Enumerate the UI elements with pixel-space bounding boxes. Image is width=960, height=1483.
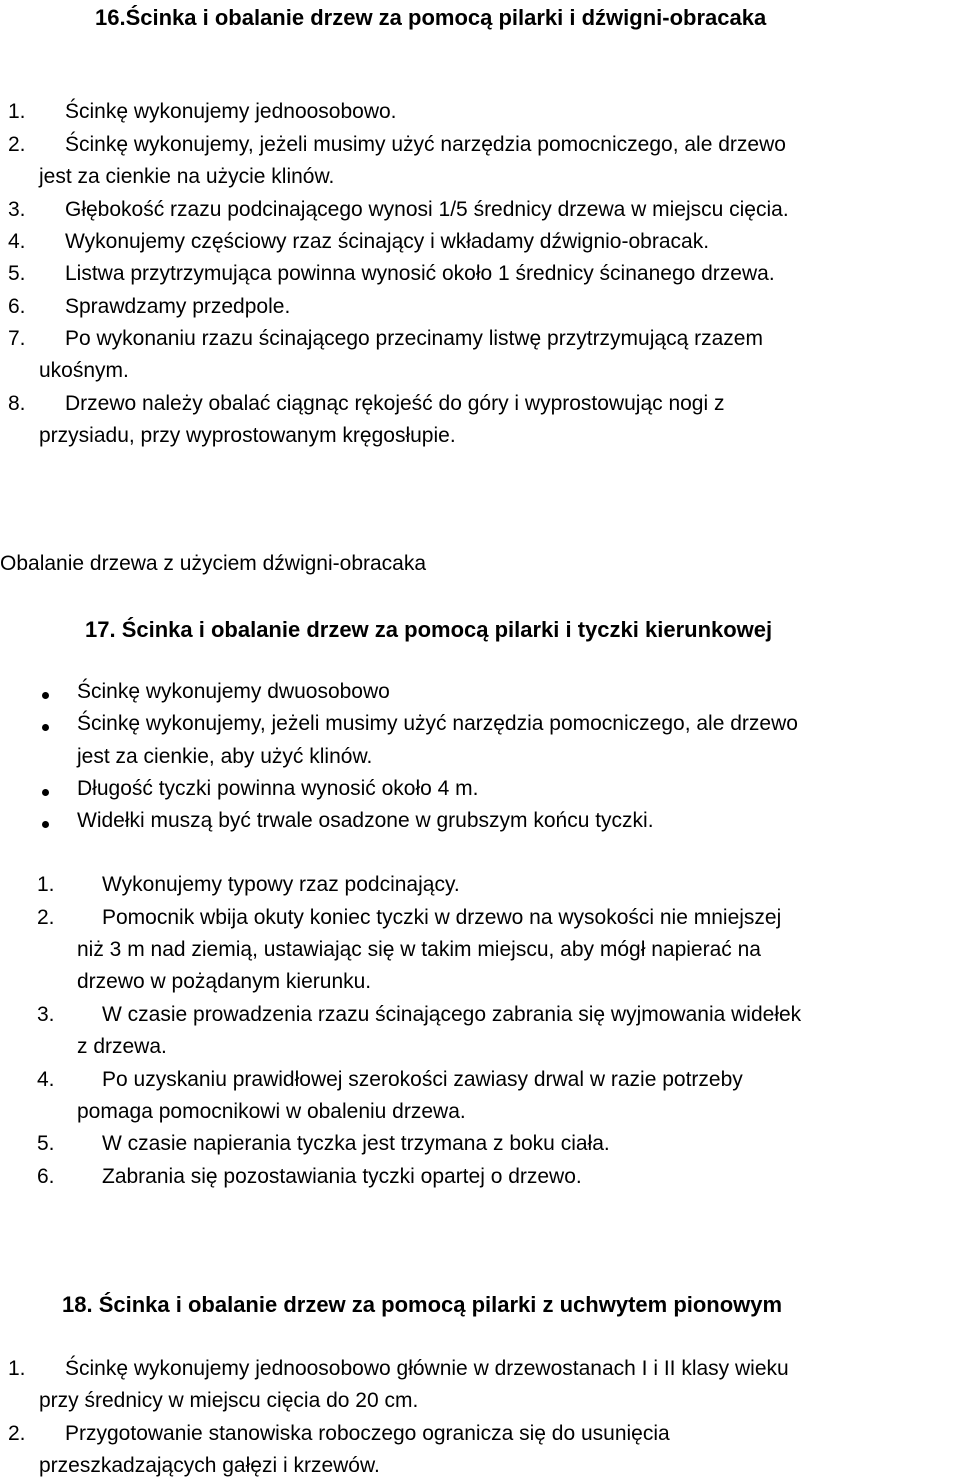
bullet-icon <box>42 724 49 731</box>
list-number: 3. <box>37 1003 55 1026</box>
section-16-title: 16.Ścinka i obalanie drzew za pomocą pilarki i dźwigni-obracaka <box>95 5 767 30</box>
list-number: 6. <box>8 295 26 318</box>
list-item-continuation: przeszkadzających gałęzi i krzewów. <box>39 1454 380 1477</box>
list-item: W czasie napierania tyczka jest trzymana z boku ciała. <box>102 1132 610 1155</box>
list-number: 5. <box>8 262 26 285</box>
list-item: Ścinkę wykonujemy, jeżeli musimy użyć narzędzia pomocniczego, ale drzewo <box>65 133 786 156</box>
list-item-continuation: przy średnicy w miejscu cięcia do 20 cm. <box>39 1389 419 1412</box>
bullet-item: Ścinkę wykonujemy dwuosobowo <box>77 680 390 703</box>
list-number: 4. <box>37 1068 55 1091</box>
bullet-item: Ścinkę wykonujemy, jeżeli musimy użyć narzędzia pomocniczego, ale drzewo <box>77 712 798 735</box>
list-number: 7. <box>8 327 26 350</box>
list-item-continuation: przysiadu, przy wyprostowanym kręgosłupie. <box>39 424 456 447</box>
list-number: 2. <box>8 133 26 156</box>
list-item: Po wykonaniu rzazu ścinającego przecinamy listwę przytrzymującą rzazem <box>65 327 763 350</box>
list-item: Wykonujemy typowy rzaz podcinający. <box>102 873 460 896</box>
list-number: 1. <box>8 1357 26 1380</box>
bullet-item: Długość tyczki powinna wynosić około 4 m. <box>77 777 479 800</box>
list-item-continuation: ukośnym. <box>39 359 129 382</box>
list-number: 4. <box>8 230 26 253</box>
list-item: Głębokość rzazu podcinającego wynosi 1/5 średnicy drzewa w miejscu cięcia. <box>65 198 789 221</box>
list-item: Drzewo należy obalać ciągnąc rękojeść do góry i wyprostowując nogi z <box>65 392 725 415</box>
list-item: Pomocnik wbija okuty koniec tyczki w drzewo na wysokości nie mniejszej <box>102 906 782 929</box>
list-number: 3. <box>8 198 26 221</box>
list-number: 1. <box>8 100 26 123</box>
list-item: Ścinkę wykonujemy jednoosobowo. <box>65 100 397 123</box>
bullet-icon <box>42 692 49 699</box>
list-item-continuation: niż 3 m nad ziemią, ustawiając się w takim miejscu, aby mógł napierać na <box>77 938 761 961</box>
list-item-continuation: jest za cienkie na użycie klinów. <box>39 165 335 188</box>
bullet-icon <box>42 789 49 796</box>
list-item: Sprawdzamy przedpole. <box>65 295 291 318</box>
list-item: Ścinkę wykonujemy jednoosobowo głównie w drzewostanach I i II klasy wieku <box>65 1357 789 1380</box>
list-item-continuation: pomaga pomocnikowi w obaleniu drzewa. <box>77 1100 466 1123</box>
list-number: 2. <box>8 1422 26 1445</box>
list-item: Listwa przytrzymująca powinna wynosić około 1 średnicy ścinanego drzewa. <box>65 262 775 285</box>
list-number: 6. <box>37 1165 55 1188</box>
section-18-title: 18. Ścinka i obalanie drzew za pomocą pilarki z uchwytem pionowym <box>62 1292 783 1317</box>
list-item: Po uzyskaniu prawidłowej szerokości zawiasy drwal w razie potrzeby <box>102 1068 743 1091</box>
list-item: Zabrania się pozostawiania tyczki opartej o drzewo. <box>102 1165 582 1188</box>
bullet-item-continuation: jest za cienkie, aby użyć klinów. <box>77 745 373 768</box>
list-number: 2. <box>37 906 55 929</box>
list-item: Przygotowanie stanowiska roboczego ogranicza się do usunięcia <box>65 1422 670 1445</box>
list-number: 5. <box>37 1132 55 1155</box>
list-number: 8. <box>8 392 26 415</box>
figure-caption: Obalanie drzewa z użyciem dźwigni-obracaka <box>0 552 427 575</box>
list-item: W czasie prowadzenia rzazu ścinającego zabrania się wyjmowania widełek <box>102 1003 802 1026</box>
list-number: 1. <box>37 873 55 896</box>
bullet-item: Widełki muszą być trwale osadzone w grubszym końcu tyczki. <box>77 809 654 832</box>
list-item: Wykonujemy częściowy rzaz ścinający i wkładamy dźwignio-obracak. <box>65 230 710 253</box>
bullet-icon <box>42 821 49 828</box>
list-item-continuation: z drzewa. <box>77 1035 167 1058</box>
section-17-title: 17. Ścinka i obalanie drzew za pomocą pilarki i tyczki kierunkowej <box>85 617 773 642</box>
list-item-continuation: drzewo w pożądanym kierunku. <box>77 970 372 993</box>
